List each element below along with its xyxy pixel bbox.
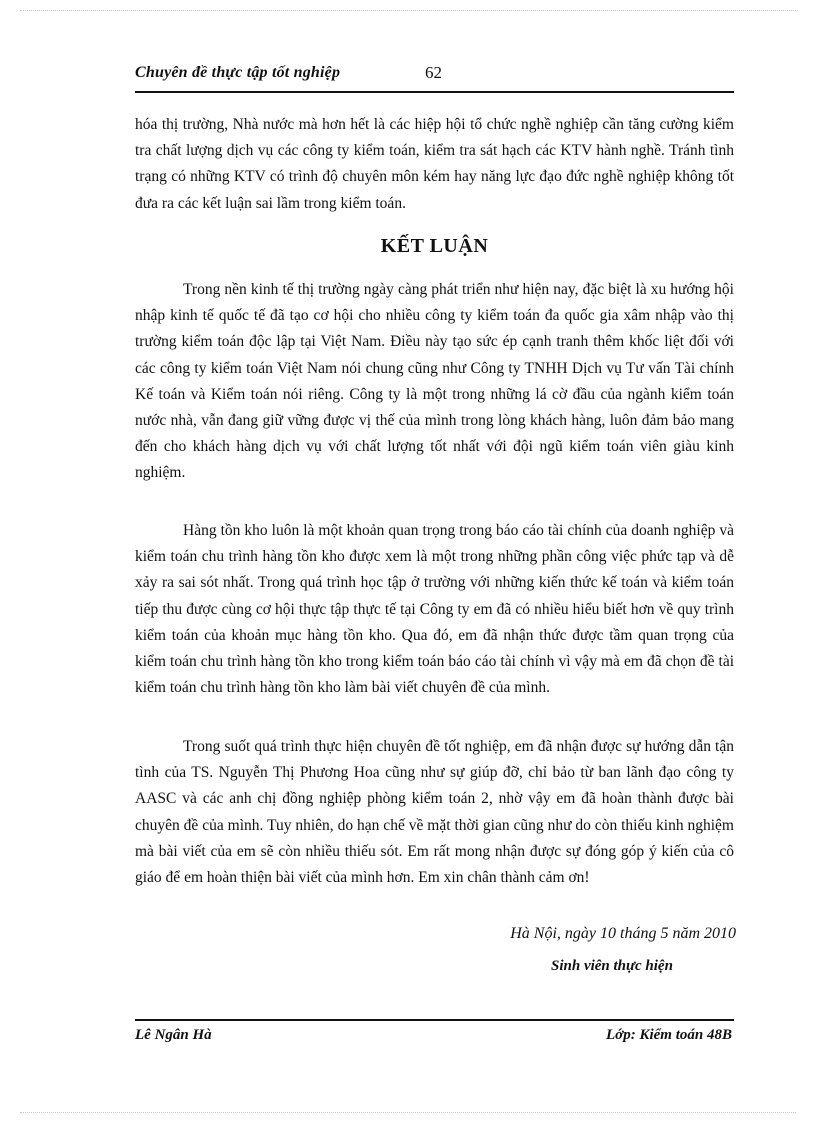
header-title: Chuyên đề thực tập tốt nghiệp <box>135 64 341 81</box>
signature-label: Sinh viên thực hiện <box>551 958 673 974</box>
header-divider <box>135 91 734 93</box>
page-edge-bottom <box>20 1112 796 1113</box>
paragraph-block-1 <box>135 277 734 487</box>
date-line: Hà Nội, ngày 10 tháng 5 năm 2010 <box>510 925 736 942</box>
footer-author: Lê Ngân Hà <box>135 1027 212 1043</box>
footer-class: Lớp: Kiểm toán 48B <box>606 1027 732 1043</box>
paragraph-block-2 <box>135 518 734 701</box>
page-number: 62 <box>425 63 442 82</box>
section-title: KẾT LUẬN <box>380 235 489 257</box>
intro-paragraph: hóa thị trường, Nhà nước mà hơn hết là các hiệp hội tổ chức nghề nghiệp cần tăng cường kiểm tra chất lượng dịch vụ các công ty kiểm toán, kiểm tra sát hạch các KTV hành nghề. Tránh tình trạng có những KTV có trình độ chuyên môn kém hay năng lực đạo đức nghề nghiệp không tốt đưa ra các kết luận sai lầm trong kiểm toán. <box>135 116 734 212</box>
paragraph: Hàng tồn kho luôn là một khoản quan trọng trong báo cáo tài chính của doanh nghiệp và kiểm toán chu trình hàng tồn kho được xem là một trong những phần công việc phức tạp và dễ xảy ra sai sót nhất. Trong quá trình học tập ở trường với những kiến thức kế toán và kiểm toán tiếp thu được cùng cơ hội thực tập thực tế tại Công ty em đã có nhiều hiểu biết hơn về quy trình kiểm toán của khoản mục hàng tồn kho. Qua đó, em đã nhận thức được tầm quan trọng của kiểm toán chu trình hàng tồn kho trong kiểm toán báo cáo tài chính vì vậy mà em đã chọn đề tài kiểm toán chu trình hàng tồn kho làm bài viết chuyên đề của mình. <box>135 522 734 697</box>
footer-divider <box>135 1019 734 1021</box>
paragraph-block-3 <box>135 734 734 891</box>
intro-paragraph-block <box>135 112 734 217</box>
paragraph: Trong suốt quá trình thực hiện chuyên đề tốt nghiệp, em đã nhận được sự hướng dẫn tận tình của TS. Nguyễn Thị Phương Hoa cũng như sự giúp đỡ, chỉ bảo từ ban lãnh đạo công ty AASC và các anh chị đồng nghiệp phòng kiểm toán 2, nhờ vậy em đã hoàn thành được bài chuyên đề của mình. Tuy nhiên, do hạn chế về mặt thời gian cũng như do còn thiếu kinh nghiệm mà bài viết của em sẽ còn nhiều thiếu sót. Em rất mong nhận được sự đóng góp ý kiến của cô giáo để em hoàn thiện bài viết của mình hơn. Em xin chân thành cảm ơn! <box>135 738 734 887</box>
page-edge-top <box>20 10 796 11</box>
paragraph: Trong nền kinh tế thị trường ngày càng phát triển như hiện nay, đặc biệt là xu hướng hội nhập kinh tế quốc tế đã tạo cơ hội cho nhiều công ty kiểm toán đa quốc gia xâm nhập vào thị trường kiểm toán độc lập tại Việt Nam. Điều này tạo sức ép cạnh tranh thêm khốc liệt đối với các công ty kiểm toán Việt Nam nói chung cũng như Công ty TNHH Dịch vụ Tư vấn Tài chính Kế toán và Kiểm toán nói riêng. Công ty là một trong những lá cờ đầu của ngành kiểm toán nước nhà, vẫn đang giữ vững được vị thế của mình trong lòng khách hàng, luôn đảm bảo mang đến cho khách hàng dịch vụ với chất lượng tốt nhất với đội ngũ kiểm toán viên giàu kinh nghiệm. <box>135 281 734 482</box>
